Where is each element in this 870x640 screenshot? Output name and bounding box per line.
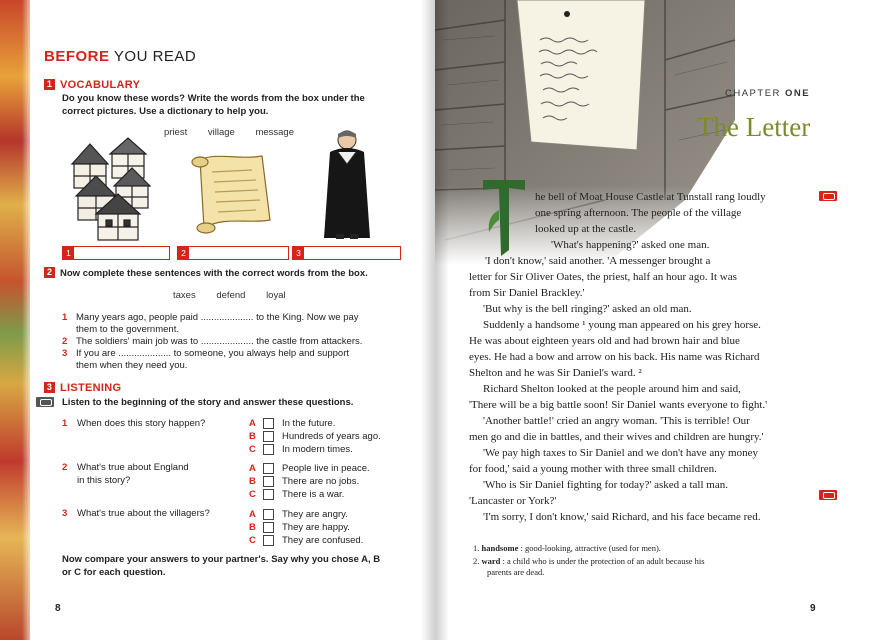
story-line: he bell of Moat House Castle at Tunstall rang loudly: [535, 191, 766, 203]
story-line: 'Lancaster or York?': [469, 495, 557, 507]
word-loyal: loyal: [266, 290, 286, 301]
story-line: Shelton and he was Sir Daniel's ward. ²: [469, 367, 642, 379]
sentence-text: The soldiers' main job was to .................... the castle from attackers.: [76, 336, 363, 347]
word-message: message: [255, 127, 295, 138]
story-line: men go and die in battles, and their wives and children are hungry.': [469, 431, 764, 443]
answer-field-3[interactable]: [292, 246, 401, 260]
sentence-text: them to the government.: [76, 324, 179, 335]
right-page: [435, 0, 870, 640]
vocabulary-instruction: [62, 92, 365, 118]
page-gutter-shadow: [421, 0, 435, 640]
instruction-line: Listen to the beginning of the story and answer these questions.: [62, 397, 354, 408]
exercise-number: 2: [44, 267, 55, 278]
sentence-text: If you are .................... to someone, you always help and support: [76, 348, 350, 359]
footnote-definition: : a child who is under the protection of an adult because his: [500, 556, 705, 566]
cottages-illustration: [66, 136, 162, 242]
story-line: one spring afternoon. The people of the village: [535, 207, 742, 219]
listening-title: LISTENING: [60, 382, 122, 394]
sentence-2: [62, 336, 402, 348]
vocabulary-title: VOCABULARY: [60, 79, 141, 91]
checkbox[interactable]: [263, 509, 274, 520]
checkbox[interactable]: [263, 476, 274, 487]
page-gutter-shadow: [435, 0, 449, 640]
answer-field-2[interactable]: [177, 246, 289, 260]
option-text: There are no jobs.: [282, 476, 360, 487]
story-line: Richard Shelton looked at the people around him and said,: [483, 383, 741, 395]
story-line: 'Who is Sir Daniel fighting for today?' asked a tall man.: [483, 479, 728, 491]
option-letter: A: [249, 418, 256, 429]
sentence-3: [62, 348, 402, 372]
word-taxes: taxes: [173, 290, 196, 301]
instruction-line: correct pictures. Use a dictionary to help you.: [62, 106, 269, 117]
checkbox[interactable]: [263, 489, 274, 500]
story-line: 'But why is the bell ringing?' asked an old man.: [483, 303, 692, 315]
audio-cd-icon[interactable]: [819, 490, 837, 500]
story-line: 'What's happening?' asked one man.: [551, 239, 710, 251]
instruction-line: or C for each question.: [62, 567, 166, 578]
question-text: in this story?: [77, 475, 131, 486]
story-line: 'We pay high taxes to Sir Daniel and we don't have any money: [483, 447, 758, 459]
story-line: for food,' said a young mother with three small children.: [469, 463, 717, 475]
page-number: 8: [55, 603, 61, 614]
checkbox[interactable]: [263, 418, 274, 429]
page-number: 9: [810, 603, 816, 614]
option-letter: A: [249, 463, 256, 474]
option-text: They are confused.: [282, 535, 364, 546]
instruction-line: Now complete these sentences with the correct words from the box.: [60, 268, 368, 279]
heading-you-read: YOU READ: [109, 48, 197, 65]
answer-number: 1: [63, 247, 74, 259]
scroll-illustration: [186, 150, 276, 240]
checkbox[interactable]: [263, 431, 274, 442]
footnote-word: handsome: [481, 543, 519, 553]
complete-word-box: [164, 290, 295, 301]
instruction-line: Do you know these words? Write the words from the box under the: [62, 93, 365, 104]
option-letter: C: [249, 489, 256, 500]
answer-number: 2: [178, 247, 189, 259]
option-letter: A: [249, 509, 256, 520]
checkbox[interactable]: [263, 444, 274, 455]
word-defend: defend: [216, 290, 246, 301]
complete-instruction: [44, 267, 368, 280]
footnote-number: 2.: [473, 556, 480, 566]
option-text: They are happy.: [282, 522, 350, 533]
drop-cap: [479, 176, 529, 256]
listening-heading: [44, 382, 121, 394]
chapter-title: The Letter: [697, 112, 811, 142]
chapter-number: ONE: [785, 88, 811, 99]
story-line: 'I'm sorry, I don't know,' said Richard, and his face became red.: [483, 511, 761, 523]
audio-cd-icon[interactable]: [819, 191, 837, 201]
footnote-word: ward: [481, 556, 501, 566]
option-text: There is a war.: [282, 489, 345, 500]
exercise-number: 1: [44, 79, 55, 90]
option-letter: C: [249, 535, 256, 546]
word-village: village: [207, 127, 235, 138]
story-line: Suddenly a handsome ¹ young man appeared on his grey horse.: [483, 319, 761, 331]
heading-before-word: BEFORE: [44, 48, 110, 65]
vocabulary-heading: [44, 79, 140, 91]
chapter-word: CHAPTER: [725, 88, 781, 99]
footnote-number: 1.: [473, 543, 480, 553]
checkbox[interactable]: [263, 535, 274, 546]
question-number: 2: [62, 462, 68, 473]
answer-number: 3: [293, 247, 304, 259]
sentence-number: 1: [62, 312, 68, 323]
story-line: 'I don't know,' said another. 'A messenger brought a: [485, 255, 711, 267]
vocabulary-word-box: [155, 127, 303, 138]
story-line: from Sir Daniel Brackley.': [469, 287, 585, 299]
instruction-line: Now compare your answers to your partner's. Say why you chose A, B: [62, 554, 381, 565]
story-line: letter for Sir Oliver Oates, the priest, half an hour ago. It was: [469, 271, 737, 283]
option-text: They are angry.: [282, 509, 348, 520]
sentence-number: 2: [62, 336, 68, 347]
chapter-label: [725, 88, 810, 99]
audio-cd-icon[interactable]: [36, 397, 54, 407]
story-line: looked up at the castle.: [535, 223, 637, 235]
option-text: In modern times.: [282, 444, 353, 455]
sentence-text: Many years ago, people paid .................... to the King. Now we pay: [76, 312, 359, 323]
section-heading: [44, 48, 196, 65]
compare-instruction: [62, 553, 380, 579]
question-number: 1: [62, 418, 68, 429]
option-text: Hundreds of years ago.: [282, 431, 381, 442]
option-letter: B: [249, 476, 256, 487]
option-letter: C: [249, 444, 256, 455]
listening-instruction: [62, 396, 353, 409]
question-text: What's true about the villagers?: [77, 508, 210, 519]
question-text: When does this story happen?: [77, 418, 206, 429]
priest-illustration: [318, 128, 374, 242]
footnote-1: [473, 543, 661, 553]
checkbox[interactable]: [263, 522, 274, 533]
drop-cap-ornament: [479, 176, 529, 256]
footnote-2: [473, 556, 705, 566]
answer-field-1[interactable]: [62, 246, 170, 260]
footnote-2-cont: parents are dead.: [487, 567, 545, 577]
story-line: 'There will be a big battle soon! Sir Daniel wants everyone to fight.': [469, 399, 768, 411]
story-line: 'Another battle!' cried an angry woman. 'This is terrible! Our: [483, 415, 750, 427]
option-text: In the future.: [282, 418, 336, 429]
option-letter: B: [249, 522, 256, 533]
footnote-definition: : good-looking, attractive (used for men).: [518, 543, 661, 553]
story-line: He was about eighteen years old and had brown hair and blue: [469, 335, 740, 347]
checkbox[interactable]: [263, 463, 274, 474]
question-text: What's true about England: [77, 462, 189, 473]
option-text: People live in peace.: [282, 463, 370, 474]
word-priest: priest: [164, 127, 188, 138]
exercise-number: 3: [44, 382, 55, 393]
option-letter: B: [249, 431, 256, 442]
question-number: 3: [62, 508, 68, 519]
sentence-1: [62, 312, 402, 336]
sentence-text: them when they need you.: [76, 360, 188, 371]
sentence-number: 3: [62, 348, 68, 359]
decorative-page-edge: [0, 0, 30, 640]
story-line: eyes. He had a bow and arrow on his back. His name was Richard: [469, 351, 760, 363]
